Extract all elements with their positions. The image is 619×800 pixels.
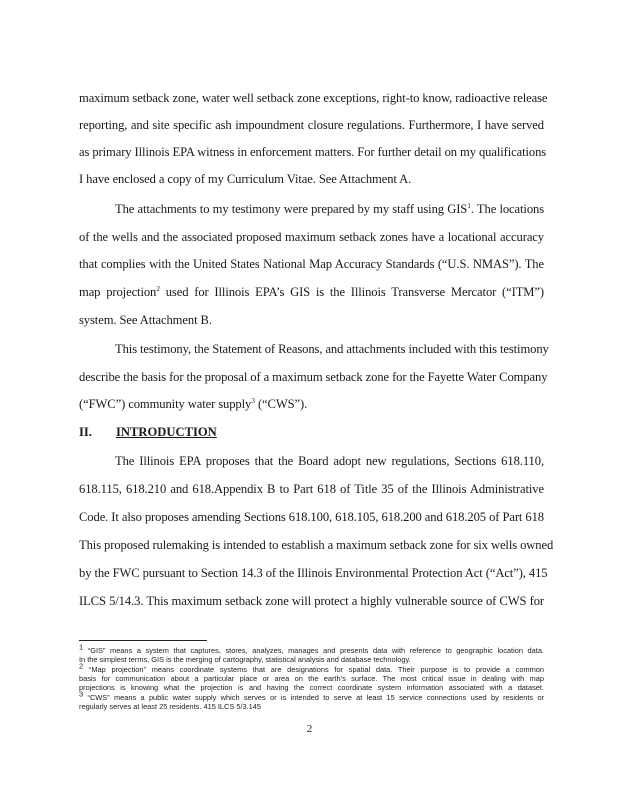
footnote-2-line bbox=[79, 661, 544, 674]
body-line: maximum setback zone, water well setback zone exceptions, right-to know, radioactive release bbox=[79, 91, 548, 105]
footnote-3-line: regularly serves at least 25 residents. 415 ILCS 5/3.145 bbox=[79, 702, 261, 711]
text-span: map projection bbox=[79, 285, 157, 299]
body-line bbox=[79, 285, 544, 300]
body-line bbox=[115, 202, 544, 217]
footnote-mark-1: 1 bbox=[79, 642, 84, 652]
footnote-mark-3: 3 bbox=[79, 689, 84, 699]
footnote-mark-2: 2 bbox=[79, 661, 84, 671]
body-line: Code. It also proposes amending Sections 618.100, 618.105, 618.200 and 618.205 of Part 618 bbox=[79, 510, 544, 524]
footnote-1-line: In the simplest terms, GIS is the merging of cartography, statistical analysis and database technology. bbox=[79, 655, 411, 664]
text-span: The attachments to my testimony were prepared by my staff using GIS bbox=[115, 202, 468, 216]
text-span: “Map projection” means coordinate systems that are designations for spatial data. Their purpose is to provide a common bbox=[88, 665, 544, 674]
body-line: This proposed rulemaking is intended to establish a maximum setback zone for six wells owned bbox=[79, 538, 554, 552]
body-line: 618.115, 618.210 and 618.Appendix B to Part 618 of Title 35 of the Illinois Administrative bbox=[79, 482, 544, 496]
page-number: 2 bbox=[306, 723, 313, 735]
footnote-ref-1: 1 bbox=[467, 200, 471, 210]
body-line: as primary Illinois EPA witness in enforcement matters. For further detail on my qualifications bbox=[79, 145, 547, 159]
body-line: This testimony, the Statement of Reasons, and attachments included with this testimony bbox=[115, 342, 549, 356]
body-line: I have enclosed a copy of my Curriculum Vitae. See Attachment A. bbox=[79, 172, 412, 186]
body-line: system. See Attachment B. bbox=[79, 313, 212, 327]
text-span: (“CWS”). bbox=[254, 397, 308, 411]
body-line: ILCS 5/14.3. This maximum setback zone will protect a highly vulnerable source of CWS for bbox=[79, 594, 544, 608]
body-line: by the FWC pursuant to Section 14.3 of the Illinois Environmental Protection Act (“Act”), 415 bbox=[79, 566, 548, 580]
body-line: reporting, and site specific ash impoundment closure regulations. Furthermore, I have served bbox=[79, 118, 544, 132]
footnote-3-line bbox=[79, 689, 544, 702]
body-line: describe the basis for the proposal of a maximum setback zone for the Fayette Water Company bbox=[79, 370, 548, 384]
text-span: (“FWC”) community water supply bbox=[79, 397, 252, 411]
section-title: INTRODUCTION bbox=[116, 425, 217, 439]
text-span: “GIS” means a system that captures, stores, analyzes, manages and presents data with reference to geographic location data. bbox=[87, 646, 544, 655]
text-span: “CWS” means a public water supply which serves or is intended to serve at least 15 service connections used by residents or bbox=[87, 693, 544, 702]
footnote-ref-3: 3 bbox=[251, 395, 255, 405]
footnote-2-line: projections is knowing what the projection is and having the correct coordinate system information associated with a dataset. bbox=[79, 683, 544, 692]
footnote-1-line bbox=[79, 642, 544, 655]
text-span: . The locations bbox=[470, 202, 545, 216]
footnote-separator bbox=[79, 640, 207, 641]
section-number: II. bbox=[79, 425, 92, 439]
body-line: of the wells and the associated proposed maximum setback zones have a locational accuracy bbox=[79, 230, 544, 244]
footnote-ref-2: 2 bbox=[156, 283, 160, 293]
body-line: The Illinois EPA proposes that the Board adopt new regulations, Sections 618.110, bbox=[115, 454, 544, 468]
footnote-2-line: basis for communication about a particular place or area on the earth’s surface. The most critical issue in dealing with map bbox=[79, 674, 544, 683]
body-line bbox=[79, 397, 544, 412]
text-span: used for Illinois EPA’s GIS is the Illinois Transverse Mercator (“ITM”) bbox=[159, 285, 544, 299]
section-heading bbox=[79, 425, 217, 440]
body-line: that complies with the United States National Map Accuracy Standards (“U.S. NMAS”). The bbox=[79, 257, 544, 271]
